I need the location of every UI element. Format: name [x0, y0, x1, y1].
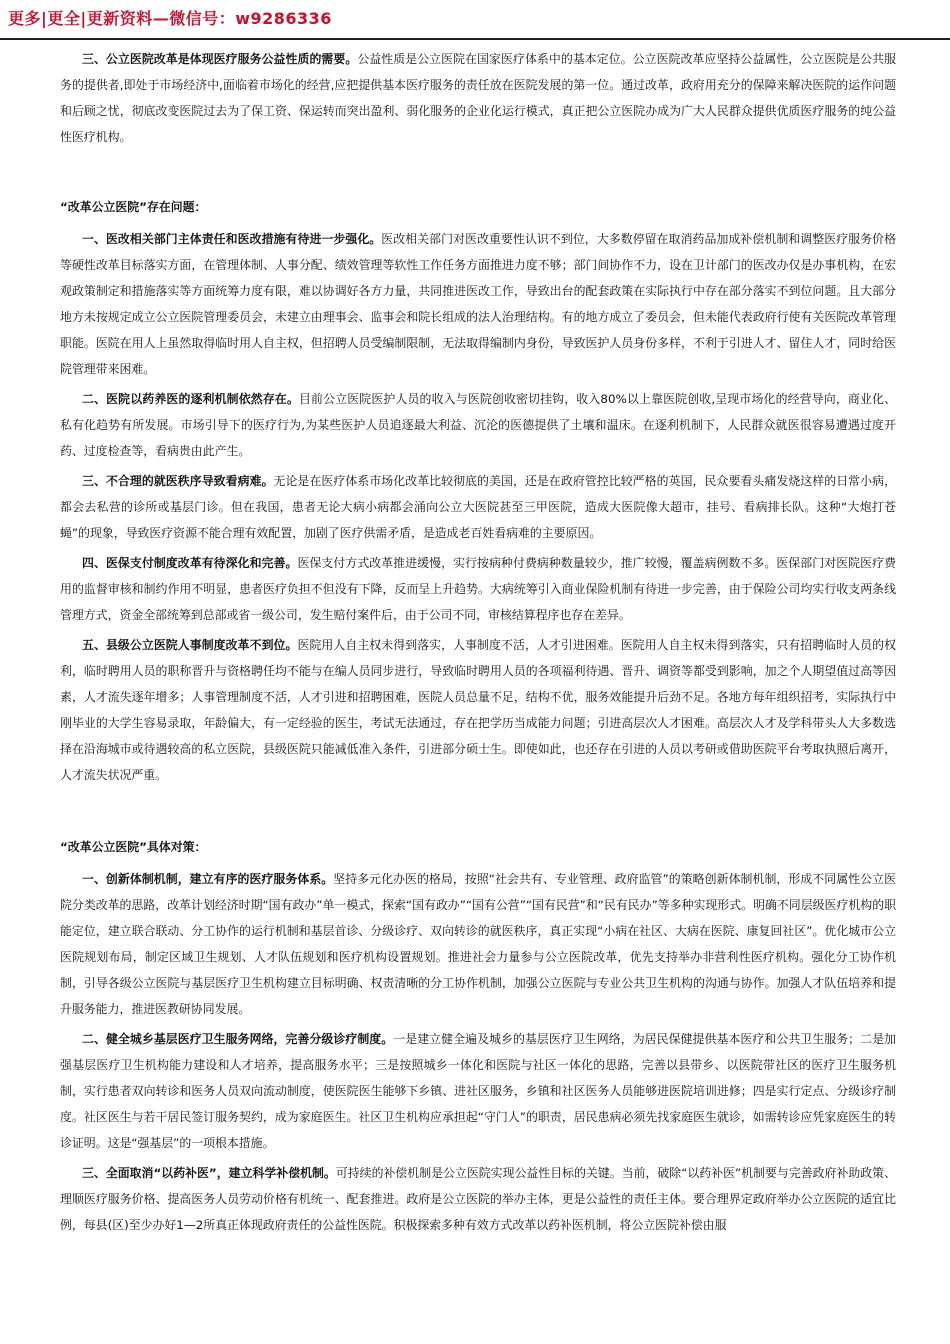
paragraph-lead: 四、医保支付制度改革有待深化和完善。 — [82, 556, 298, 570]
section-spacer — [60, 154, 896, 194]
measure-paragraph — [60, 1160, 896, 1238]
paragraph-text: 公益性质是公立医院在国家医疗体系中的基本定位。公立医院改革应坚持公益属性，公立医院是公共服务的提供者,即处于市场经济中,面临着市场化的经营,应把提供基本医疗服务的责任放在医院发展的第一位。通过改革，政府用充分的保障来解决医院的运作问题和后顾之忧，彻底改变医院过去为了保工资、保运转而突出盈利、弱化服务的企业化运行模式，真正把公立医院办成为广大人民群众提供优质医疗服务的纯公益性医疗机构。 — [60, 52, 896, 144]
problem-paragraph — [60, 632, 896, 788]
document-body — [60, 46, 896, 1242]
measure-paragraph — [60, 1026, 896, 1156]
problem-paragraph — [60, 550, 896, 628]
problems-heading: “改革公立医院”存在问题： — [60, 200, 207, 214]
problem-paragraph — [60, 226, 896, 382]
paragraph-lead: 一、医改相关部门主体责任和医改措施有待进一步强化。 — [82, 232, 382, 246]
problem-paragraph — [60, 386, 896, 464]
paragraph-lead: 二、医院以药养医的逐利机制依然存在。 — [82, 392, 299, 406]
paragraph-text: 医院用人自主权未得到落实，人事制度不活，人才引进困难。医院用人自主权未得到落实，只有招聘临时人员的权利，临时聘用人员的职称晋升与资格聘任均不能与在编人员同步进行，导致临时聘用人员的各项福利待遇、晋升、调资等都受到影响，加之个人期望值过高等因素，人才流失逐年增多；人事管理制度不活，人才引进和招聘困难，医院人员总量不足，结构不优，服务效能提升后劲不足。各地方每年组织招考，实际执行中刚毕业的大学生容易录取，年龄偏大，有一定经验的医生，考试无法通过，存在把学历当成能力问题；引进高层次人才困难。高层次人才及学科带头人大多数选择在沿海城市或待遇较高的私立医院，县级医院只能减低准入条件，引进部分硕士生。即使如此，也还存在引进的人员以考研或借助医院平台考取执照后离开，人才流失状况严重。 — [60, 638, 896, 782]
paragraph-text: 一是建立健全遍及城乡的基层医疗卫生网络，为居民保健提供基本医疗和公共卫生服务；二是加强基层医疗卫生机构能力建设和人才培养，提高服务水平；三是按照城乡一体化和医院与社区一体化的思路，完善以县带乡、以医院带社区的医疗卫生服务机制，实行患者双向转诊和医务人员双向流动制度，使医院医生能够下乡镇、进社区服务，乡镇和社区医务人员能够进医院培训进修；四是实行定点、分级诊疗制度。社区医生与若干居民签订服务契约，成为家庭医生。社区卫生机构应承担起“守门人”的职责，居民患病必须先找家庭医生就诊，如需转诊应凭家庭医生的转诊证明。这是“强基层”的一项根本措施。 — [60, 1032, 896, 1150]
paragraph-lead: 三、全面取消“以药补医”，建立科学补偿机制。 — [82, 1166, 336, 1180]
paragraph-lead: 三、不合理的就医秩序导致看病难。 — [82, 474, 274, 488]
measures-heading: “改革公立医院”具体对策： — [60, 840, 207, 854]
section-spacer — [60, 792, 896, 834]
watermark-header: 更多|更全|更新资料—微信号：w9286336 — [8, 9, 332, 28]
measure-paragraph — [60, 866, 896, 1022]
paragraph-text: 医改相关部门对医改重要性认识不到位，大多数停留在取消药品加成补偿机制和调整医疗服务价格等硬性改革目标落实方面，在管理体制、人事分配、绩效管理等软性工作任务方面推进力度不够；部门间协作不力，设在卫计部门的医改办仅是办事机构，在宏观政策制定和措施落实等方面统筹力度有限，难以协调好各方力量，共同推进医改工作，导致出台的配套政策在实际执行中存在部分落实不到位问题。且大部分地方未按规定成立公立医院管理委员会，未建立由理事会、监事会和院长组成的法人治理结构。有的地方成立了委员会，但未能代表政府行使有关医院改革管理职能。医院在用人上虽然取得临时用人自主权，但招聘人员受编制限制，无法取得编制内身份，导致医护人员身份多样，不利于引进人才、留住人才，同时给医院管理带来困难。 — [60, 232, 896, 376]
header-divider — [0, 38, 950, 40]
paragraph-text: 可持续的补偿机制是公立医院实现公益性目标的关键。当前，破除“以药补医”机制要与完善政府补助政策、理顺医疗服务价格、提高医务人员劳动价格有机统一、配套推进。政府是公立医院的举办主体，更是公益性的责任主体。要合理界定政府举办公立医院的适宜比例，每县(区)至少办好1—2所真正体现政府责任的公益性医院。积极探索多种有效方式改革以药补医机制，将公立医院补偿由服 — [60, 1166, 896, 1232]
problem-paragraph — [60, 468, 896, 546]
paragraph-lead: 三、公立医院改革是体现医疗服务公益性质的需要。 — [82, 52, 358, 66]
paragraph-text: 医保支付方式改革推进缓慢，实行按病种付费病种数量较少，推广较慢，覆盖病例数不多。医保部门对医院医疗费用的监督审核和制约作用不明显，患者医疗负担不但没有下降，反而呈上升趋势。大病统筹引入商业保险机制有待进一步完善，由于保险公司均实行收支两条线管理方式，资金全部统筹到总部或省一级公司，发生赔付案件后，由于公司不同，审核结算程序也存在差异。 — [60, 556, 896, 622]
paragraph-lead: 五、县级公立医院人事制度改革不到位。 — [82, 638, 298, 652]
intro-paragraph — [60, 46, 896, 150]
paragraph-lead: 二、健全城乡基层医疗卫生服务网络，完善分级诊疗制度。 — [82, 1032, 394, 1046]
paragraph-text: 无论是在医疗体系市场化改革比较彻底的美国，还是在政府管控比较严格的英国，民众要看头痛发烧这样的日常小病，都会去私营的诊所或基层门诊。但在我国，患者无论大病小病都会涌向公立大医院甚至三甲医院，造成大医院像大超市，挂号、看病排长队。这种“大炮打苍蝇”的现象，导致医疗资源不能合理有效配置，加剧了医疗供需矛盾，是造成老百姓看病难的主要原因。 — [60, 474, 896, 540]
paragraph-lead: 一、创新体制机制，建立有序的医疗服务体系。 — [82, 872, 334, 886]
paragraph-text: 目前公立医院医护人员的收入与医院创收密切挂钩，收入80%以上靠医院创收,呈现市场化的经营导向，商业化、私有化趋势有所发展。市场引导下的医疗行为,为某些医护人员追逐最大利益、沉沦的医德提供了土壤和温床。在逐利机制下，人民群众就医很容易遭遇过度开药、过度检查等，看病贵由此产生。 — [60, 392, 896, 458]
paragraph-text: 坚持多元化办医的格局，按照“社会共有、专业管理、政府监管”的策略创新体制机制，形成不同属性公立医院分类改革的思路，改革计划经济时期“国有政办”单一模式，探索“国有政办”“国有公营”“国有民营”和“民有民办”等多种实现形式。明确不同层级医疗机构的职能定位，建立联合联动、分工协作的运行机制和基层首诊、分级诊疗、双向转诊的就医秩序，真正实现“小病在社区、大病在医院、康复回社区”。优化城市公立医院规划布局，制定区域卫生规划、人才队伍规划和医疗机构设置规划。推进社会力量参与公立医院改革，优先支持举办非营利性医疗机构。强化分工协作机制，引导各级公立医院与基层医疗卫生机构建立目标明确、权责清晰的分工协作机制，加强公立医院与专业公共卫生机构的沟通与协作。加强人才队伍培养和提升服务能力，推进医教研协同发展。 — [60, 872, 896, 1016]
